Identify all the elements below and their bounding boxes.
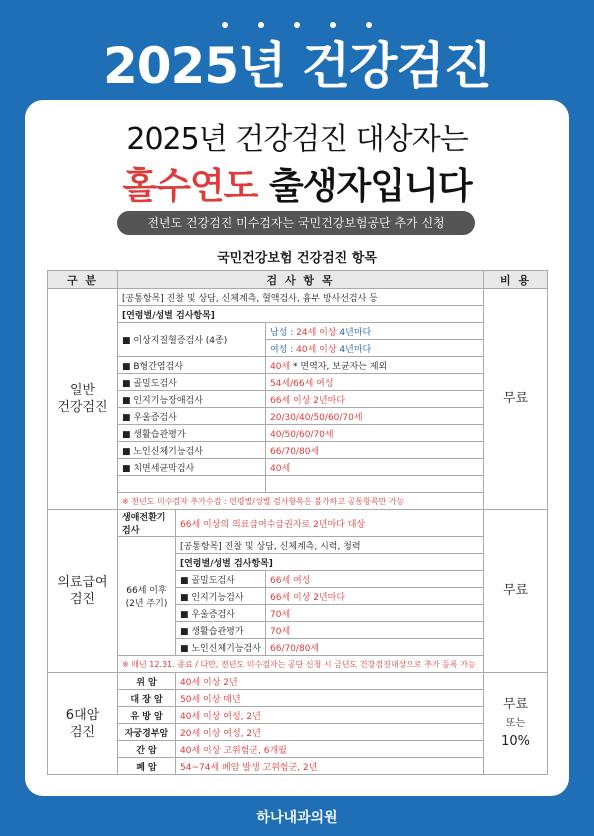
headline-highlight: 홀수연도 — [122, 166, 258, 207]
general-note: ※ 전년도 미수검자 추가수검 : 연령별/성별 검사항목은 불가하고 공통항목만 가능 — [118, 493, 484, 510]
medicaid-common: [공통항목] 진찰 및 상담, 신체계측, 시력, 청력 — [176, 537, 484, 554]
transition-desc — [176, 510, 484, 537]
medicaid-item: ■ 인지기능검사 — [176, 588, 266, 605]
table-row — [48, 758, 548, 775]
general-item: ■ 우울증검사 — [118, 408, 266, 425]
medicaid-item: ■ 골밀도검사 — [176, 571, 266, 588]
header-items: 검 사 항 목 — [118, 271, 484, 289]
medicaid-agesex-header: [연령별/성별 검사항목] — [176, 554, 484, 571]
medicaid-target: 66/70/80세 — [266, 639, 484, 656]
cancer-category-line2: 검진 — [69, 724, 96, 740]
cancer-name: 대 장 암 — [118, 690, 176, 707]
cancer-cost-line3: 10% — [501, 734, 530, 749]
table-row — [48, 673, 548, 690]
table-row — [48, 408, 548, 425]
transition-label: 생애전환기검사 — [118, 510, 176, 537]
table-row — [48, 323, 548, 340]
table-row — [48, 690, 548, 707]
general-category-line1: 일반 — [69, 383, 96, 398]
general-target — [266, 476, 484, 493]
medicaid-category — [48, 510, 118, 673]
cancer-cost — [484, 673, 548, 775]
headline-line1: 2025년 건강검진 대상자는 — [126, 122, 468, 157]
general-target-extra: * 면역자, 보균자는 제외 — [290, 361, 388, 372]
dyslipidemia-male — [266, 323, 484, 340]
transition-rest: 의 의료급여수급권자로 2년마다 대상 — [220, 519, 366, 530]
cancer-age: 40세 이상 — [180, 677, 221, 688]
medicaid-item: ■ 생활습관평가 — [176, 622, 266, 639]
medicaid-target: 70세 — [266, 622, 484, 639]
table-row — [48, 741, 548, 758]
general-cost: 무료 — [484, 289, 548, 510]
cancer-name: 자궁경부암 — [118, 724, 176, 741]
table-row — [48, 537, 548, 554]
female-age: 40세 이상 — [296, 344, 337, 355]
transition-age: 66세 이상 — [180, 519, 221, 530]
medicaid-cost: 무료 — [484, 510, 548, 673]
cancer-age: 40세 이상 — [180, 745, 221, 756]
table-row — [48, 707, 548, 724]
general-category — [48, 289, 118, 510]
table-row — [48, 656, 548, 673]
male-age: 24세 이상 — [296, 327, 337, 338]
cancer-target — [176, 690, 484, 707]
general-item — [118, 476, 266, 493]
info-pill: 전년도 건강검진 미수검자는 국민건강보험공단 추가 신청 — [117, 211, 475, 235]
general-target — [266, 357, 484, 374]
table-row — [48, 476, 548, 493]
cancer-age: 40세 이상 — [180, 711, 221, 722]
cancer-name: 위 암 — [118, 673, 176, 690]
dyslipidemia-female — [266, 340, 484, 357]
medicaid-age-line2: (2년 주기) — [125, 599, 168, 609]
general-target: 20/30/40/50/60/70세 — [266, 408, 484, 425]
table-row — [48, 425, 548, 442]
table-title: 국민건강보험 건강검진 항목 — [217, 251, 377, 266]
general-category-line2: 건강검진 — [57, 400, 108, 415]
cancer-name: 폐 암 — [118, 758, 176, 775]
table-row — [48, 724, 548, 741]
cancer-target — [176, 741, 484, 758]
general-item: ■ 인지기능장애검사 — [118, 391, 266, 408]
general-common: [공통항목] 진찰 및 상담, 신체계측, 혈액검사, 흉부 방사선검사 등 — [118, 289, 484, 306]
medicaid-age-line1: 66세 이후 — [126, 586, 167, 596]
cancer-age: 20세 이상 — [180, 728, 221, 739]
checkup-table — [47, 270, 548, 775]
headline-line2 — [25, 158, 569, 209]
table-row — [48, 459, 548, 476]
medicaid-category-line1: 의료급여 — [57, 575, 108, 590]
cancer-target — [176, 724, 484, 741]
general-target: 66세 이상 2년마다 — [266, 391, 484, 408]
page-title: 2025년 건강검진 — [102, 37, 492, 95]
cancer-target — [176, 707, 484, 724]
headline-rest: 출생자입니다 — [257, 166, 472, 207]
table-row — [48, 391, 548, 408]
medicaid-target: 70세 — [266, 605, 484, 622]
medicaid-target: 66세 이상 2년마다 — [266, 588, 484, 605]
female-interval: 4년마다 — [336, 344, 372, 355]
general-agesex-header: [연령별/성별 검사항목] — [118, 306, 484, 323]
cancer-category-line1: 6대암 — [65, 707, 100, 723]
medicaid-note: ※ 매년 12.31. 종료 / 다만, 전년도 미수검자는 공단 신청 시 금년도 건강검진대상으로 추가 등록 가능 — [118, 656, 484, 673]
cancer-interval: 고위험군, 6개월 — [220, 745, 287, 756]
table-row — [48, 493, 548, 510]
medicaid-age — [118, 537, 176, 656]
cancer-category — [48, 673, 118, 775]
medicaid-item: ■ 노인신체기능검사 — [176, 639, 266, 656]
clinic-name: 하나내과의원 — [256, 810, 338, 826]
medicaid-category-line2: 검진 — [69, 592, 96, 607]
general-item: ■ 골밀도검사 — [118, 374, 266, 391]
cancer-interval: 2년 — [220, 677, 238, 688]
cancer-interval: 여성, 2년 — [220, 711, 261, 722]
general-target: 40세 — [266, 459, 484, 476]
cancer-cost-line1: 무료 — [502, 697, 529, 712]
medicaid-target: 66세 여성 — [266, 571, 484, 588]
general-item: ■ 노인신체기능검사 — [118, 442, 266, 459]
general-item: ■ 생활습관평가 — [118, 425, 266, 442]
medicaid-item: ■ 우울증검사 — [176, 605, 266, 622]
general-target: 40/50/60/70세 — [266, 425, 484, 442]
general-target: 54세/66세 여성 — [266, 374, 484, 391]
cancer-age: 50세 이상 — [180, 694, 221, 705]
cancer-target — [176, 758, 484, 775]
table-row — [48, 289, 548, 306]
general-item: ■ 치면세균막검사 — [118, 459, 266, 476]
cancer-interval: 여성, 2년 — [220, 728, 261, 739]
table-row — [48, 357, 548, 374]
header-cost: 비 용 — [484, 271, 548, 289]
cancer-interval: 폐암 발생 고위험군, 2년 — [219, 762, 318, 773]
table-row — [48, 510, 548, 537]
dyslipidemia-item: ■ 이상지질혈증검사 (4종) — [118, 323, 266, 357]
cancer-age: 54~74세 — [180, 762, 220, 773]
header-category: 구 분 — [48, 271, 118, 289]
cancer-name: 유 방 암 — [118, 707, 176, 724]
table-row — [48, 442, 548, 459]
female-prefix: 여성 : — [270, 344, 297, 355]
general-target-age: 40세 — [270, 361, 291, 372]
general-target: 66/70/80세 — [266, 442, 484, 459]
male-interval: 4년마다 — [336, 327, 372, 338]
table-row — [48, 374, 548, 391]
cancer-name: 간 암 — [118, 741, 176, 758]
cancer-interval: 매년 — [220, 694, 241, 705]
table-row — [48, 306, 548, 323]
general-item: ■ B형간염검사 — [118, 357, 266, 374]
cancer-cost-line2: 또는 — [505, 718, 526, 729]
cancer-target — [176, 673, 484, 690]
male-prefix: 남성 : — [270, 327, 297, 338]
